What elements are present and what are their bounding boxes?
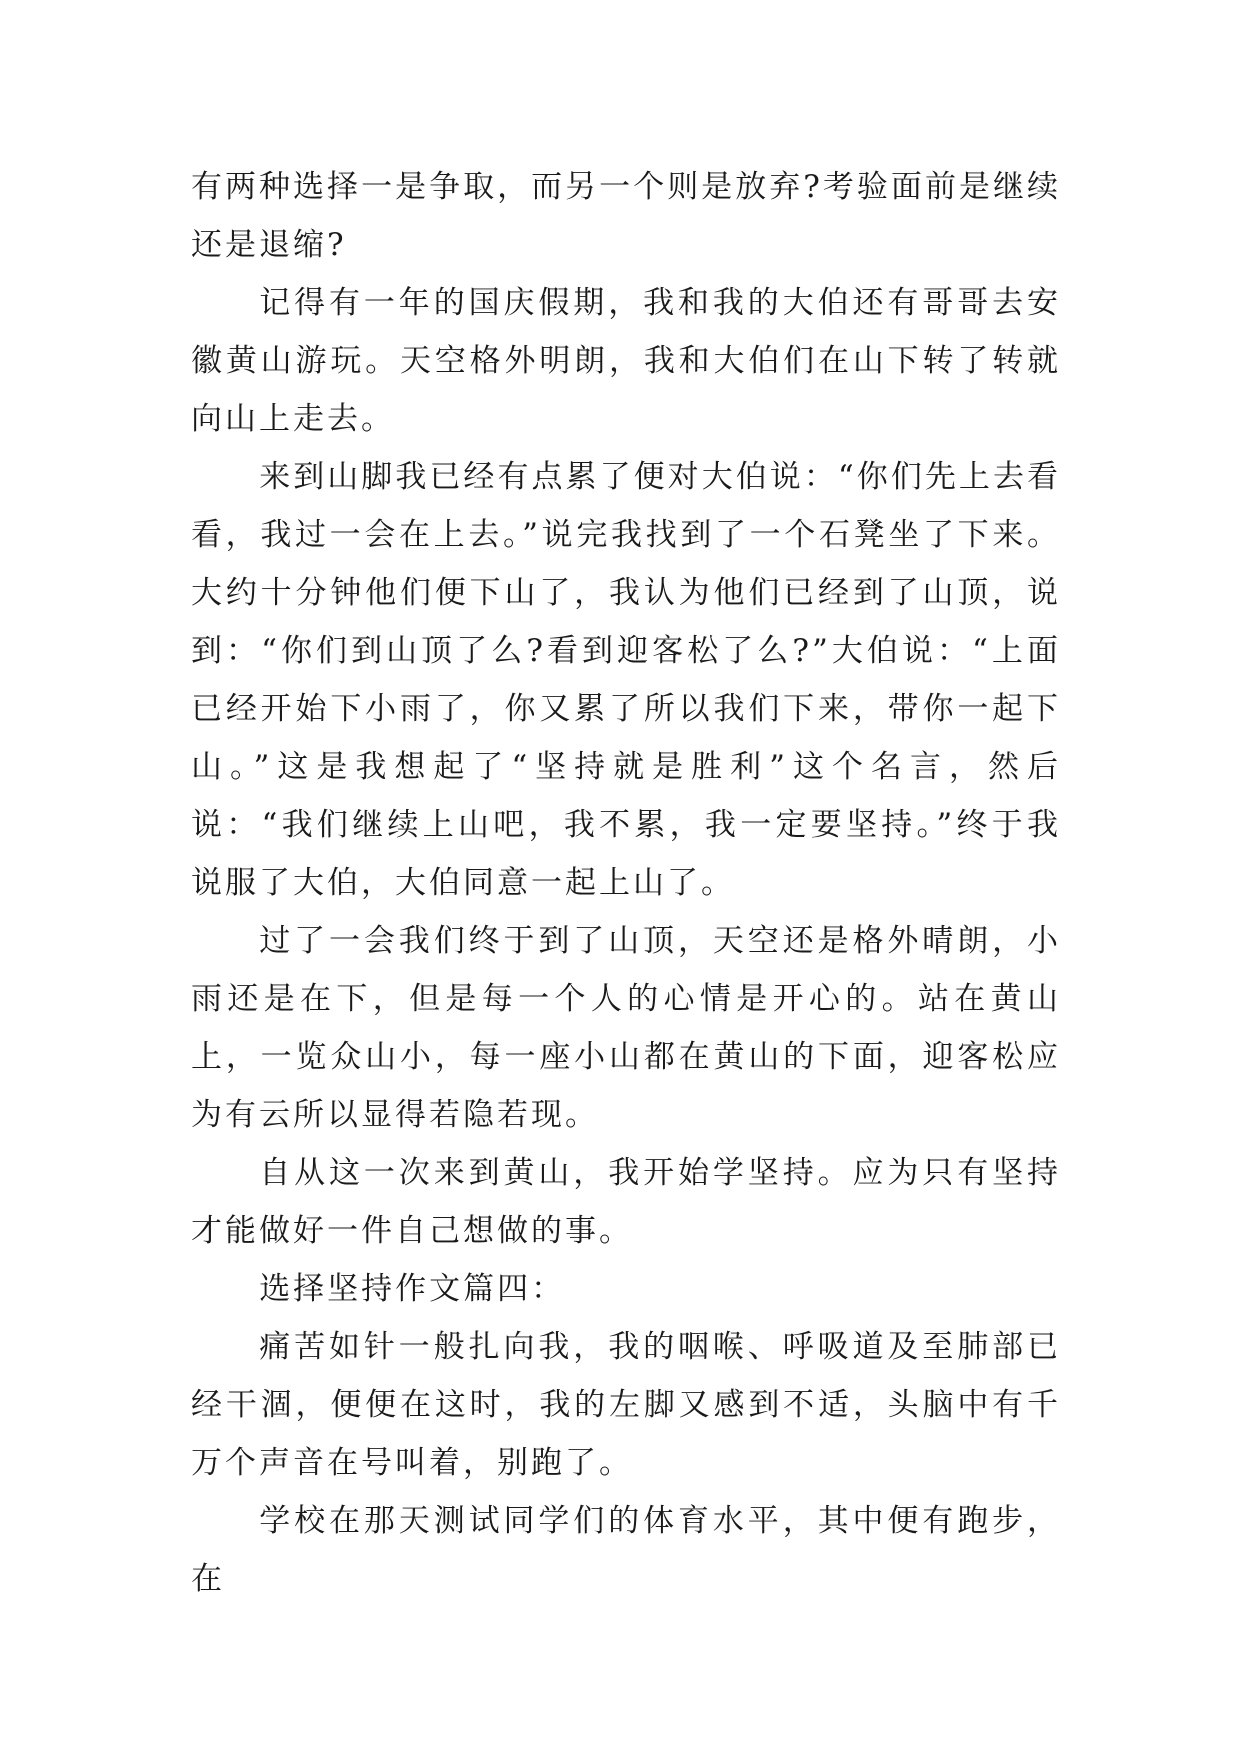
essay-heading-part-four: 选择坚持作文篇四： <box>259 1271 566 1307</box>
paragraph-pain: 痛苦如针一般扎向我，我的咽喉、呼吸道及至肺部已经干涸，便便在这时，我的左脚又感到不适，头脑中有千万个声音在号叫着，别跑了。 <box>191 1329 1061 1481</box>
paragraph-huangshan-trip: 记得有一年的国庆假期，我和我的大伯还有哥哥去安徽黄山游玩。天空格外明朗，我和大伯们在山下转了转就向山上走去。 <box>191 285 1061 437</box>
paragraph-continuation: 有两种选择一是争取，而另一个则是放弃?考验面前是继续还是退缩? <box>191 169 1061 263</box>
document-body <box>191 158 1061 1608</box>
paragraph-learn-persistence: 自从这一次来到黄山，我开始学坚持。应为只有坚持才能做好一件自己想做的事。 <box>191 1155 1061 1249</box>
paragraph-mountain-foot: 来到山脚我已经有点累了便对大伯说：“你们先上去看看，我过一会在上去。”说完我找到了一个石凳坐了下来。大约十分钟他们便下山了，我认为他们已经到了山顶，说到：“你们到山顶了么?看到迎客松了么?”大伯说：“上面已经开始下小雨了，你又累了所以我们下来，带你一起下山。”这是我想起了“坚持就是胜利”这个名言，然后说：“我们继续上山吧，我不累，我一定要坚持。”终于我说服了大伯，大伯同意一起上山了。 <box>191 459 1061 901</box>
paragraph-summit: 过了一会我们终于到了山顶，天空还是格外晴朗，小雨还是在下，但是每一个人的心情是开心的。站在黄山上，一览众山小，每一座小山都在黄山的下面，迎客松应为有云所以显得若隐若现。 <box>191 923 1061 1133</box>
paragraph-school-test: 学校在那天测试同学们的体育水平，其中便有跑步，在 <box>191 1503 1061 1597</box>
